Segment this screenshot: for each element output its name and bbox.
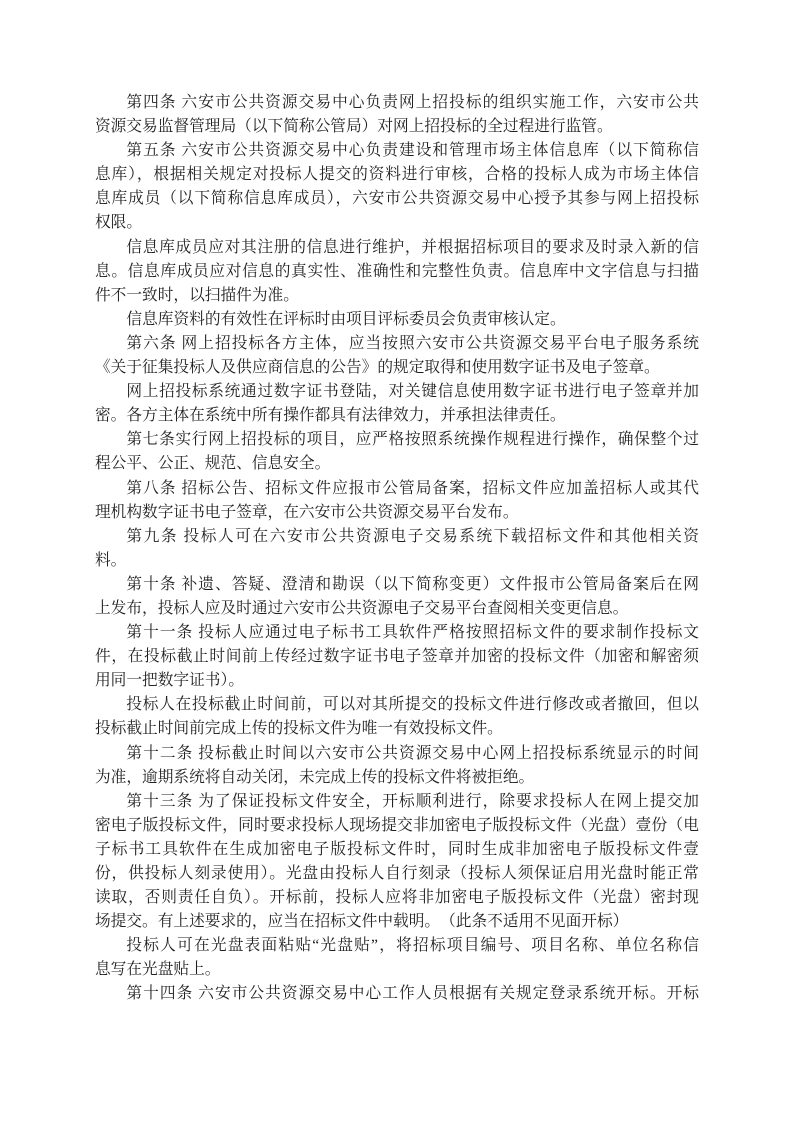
text-line: 第十四条 六安市公共资源交易中心工作人员根据有关规定登录系统开标。开标 [126, 985, 699, 1003]
text-line: 第五条 六安市公共资源交易中心负责建设和管理市场主体信息库（以下简称信 [126, 142, 699, 160]
text-line: 密。各方主体在系统中所有操作都具有法律效力，并承担法律责任。 [95, 407, 566, 425]
document-text-block [95, 91, 699, 1007]
paragraph [95, 236, 699, 308]
text-line: 息。信息库成员应对信息的真实性、准确性和完整性负责。信息库中文字信息与扫描 [95, 262, 699, 280]
text-line: 投标人可在光盘表面粘贴“光盘贴”，将招标项目编号、项目名称、单位名称信 [126, 937, 699, 955]
text-line: 第四条 六安市公共资源交易中心负责网上招投标的组织实施工作，六安市公共 [126, 94, 699, 111]
text-line: 投标截止时间前完成上传的投标文件为唯一有效投标文件。 [95, 720, 503, 738]
text-line: 息库），根据相关规定对投标人提交的资料进行审核，合格的投标人成为市场主体信 [95, 166, 699, 184]
paragraph [95, 742, 699, 790]
text-line: 第六条 网上招投标各方主体，应当按照六安市公共资源交易平台电子服务系统 [126, 334, 699, 352]
text-line: 份，供投标人刻录使用）。光盘由投标人自行刻录（投标人须保证启用光盘时能正常 [95, 865, 699, 882]
text-line: 信息库资料的有效性在评标时由项目评标委员会负责审核认定。 [126, 310, 566, 328]
paragraph [95, 139, 699, 235]
text-line: 理机构数字证书电子签章，在六安市公共资源交易平台发布。 [95, 503, 519, 521]
text-line: 读取，否则责任自负）。开标前，投标人应将非加密电子版投标文件（光盘）密封现 [95, 889, 699, 907]
paragraph [95, 477, 699, 525]
text-line: 场提交。有上述要求的，应当在招标文件中载明。 （此条不适用不见面开标） [95, 913, 629, 931]
paragraph [95, 332, 699, 380]
text-line: 网上招投标系统通过数字证书登陆，对关键信息使用数字证书进行电子签章并加 [126, 383, 699, 401]
text-line: 第八条 招标公告、招标文件应报市公管局备案，招标文件应加盖招标人或其代 [126, 479, 699, 497]
text-line: 第九条 投标人可在六安市公共资源电子交易系统下载招标文件和其他相关资 [126, 527, 699, 545]
text-line: 件，在投标截止时间前上传经过数字证书电子签章并加密的投标文件（加密和解密须 [95, 648, 699, 666]
text-line: 第十二条 投标截止时间以六安市公共资源交易中心网上招投标系统显示的时间 [126, 744, 699, 762]
text-line: 息库成员（以下简称信息库成员），六安市公共资源交易中心授予其参与网上招投标 [95, 190, 699, 208]
text-line: 子标书工具软件在生成加密电子版投标文件时，同时生成非加密电子版投标文件壹 [95, 840, 699, 858]
paragraph [95, 693, 699, 741]
text-line: 件不一致时，以扫描件为准。 [95, 286, 299, 304]
text-line: 第十条 补遗、答疑、澄清和勘误（以下简称变更）文件报市公管局备案后在网 [126, 575, 699, 593]
paragraph [95, 934, 699, 982]
paragraph [95, 380, 699, 428]
paragraph [95, 525, 699, 573]
text-line: 投标人在投标截止时间前，可以对其所提交的投标文件进行修改或者撤回，但以 [126, 696, 699, 714]
paragraph [95, 790, 699, 935]
text-line: 第七条实行网上招投标的项目，应严格按照系统操作规程进行操作，确保整个过 [126, 431, 699, 449]
paragraph [95, 982, 699, 1006]
paragraph [95, 621, 699, 693]
text-line: 资源交易监督管理局（以下简称公管局）对网上招投标的全过程进行监管。 [95, 118, 613, 136]
paragraph [95, 91, 699, 139]
paragraph [95, 308, 699, 332]
text-line: 信息库成员应对其注册的信息进行维护，并根据招标项目的要求及时录入新的信 [126, 238, 699, 256]
text-line: 密电子版投标文件，同时要求投标人现场提交非加密电子版投标文件（光盘）壹份（电 [95, 816, 699, 834]
text-line: 权限。 [95, 214, 143, 232]
text-line: 《关于征集投标人及供应商信息的公告》的规定取得和使用数字证书及电子签章。 [95, 359, 660, 377]
paragraph [95, 573, 699, 621]
paragraph [95, 428, 699, 476]
text-line: 用同一把数字证书）。 [95, 672, 245, 690]
text-line: 第十三条 为了保证投标文件安全，开标顺利进行，除要求投标人在网上提交加 [126, 792, 699, 810]
text-line: 上发布，投标人应及时通过六安市公共资源电子交易平台查阅相关变更信息。 [95, 599, 629, 617]
text-line: 料。 [95, 551, 127, 569]
text-line: 第十一条 投标人应通过电子标书工具软件严格按照招标文件的要求制作投标文 [126, 624, 699, 642]
text-line: 息写在光盘贴上。 [95, 961, 221, 979]
text-line: 为准，逾期系统将自动关闭，未完成上传的投标文件将被拒绝。 [95, 768, 535, 786]
text-line: 程公平、公正、规范、信息安全。 [95, 455, 331, 473]
